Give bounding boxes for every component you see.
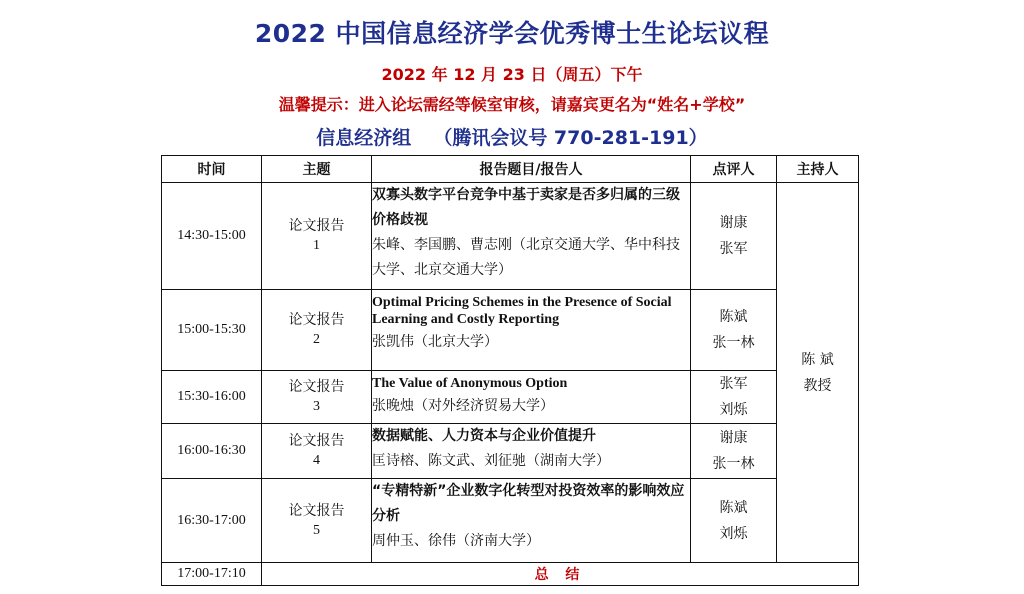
session-topic [262,183,372,290]
session-topic [262,479,372,563]
column-header-topic: 主题 [262,156,372,183]
topic-label: 论文报告 [288,312,345,328]
topic-number: 1 [313,238,320,253]
event-date: 2022 年 12 月 23 日（周五）下午 [381,65,643,84]
reviewer-name: 张军 [719,241,748,257]
paper-cell [372,290,691,371]
paper-title: Optimal Pricing Schemes in the Presence of Social Learning and Costly Reporting [372,295,672,327]
group-heading [0,123,1024,150]
column-header-paper: 报告题目/报告人 [372,156,691,183]
paper-authors: 朱峰、李国鹏、曹志刚（北京交通大学、华中科技大学、北京交通大学） [372,237,680,278]
session-topic [262,290,372,371]
topic-number: 4 [313,453,320,468]
paper-authors: 匡诗榕、陈文武、刘征驰（湖南大学） [372,453,610,469]
session-time: 15:30-16:00 [162,371,262,424]
group-name: 信息经济组 [316,127,412,149]
session-topic [262,424,372,479]
paper-authors: 周仲玉、徐伟（济南大学） [372,533,540,549]
paper-title: 双寡头数字平台竞争中基于卖家是否多归属的三级价格歧视 [372,187,680,228]
column-header-reviewer: 点评人 [691,156,777,183]
closing-row [162,563,859,586]
paper-cell [372,424,691,479]
table-row [162,424,859,479]
reviewers-cell [691,424,777,479]
paper-cell [372,183,691,290]
host-cell [777,183,859,563]
topic-number: 5 [313,522,320,538]
table-row [162,479,859,563]
agenda-table [161,155,859,586]
meeting-id: （腾讯会议号 770-281-191） [433,127,708,149]
paper-title: 数据赋能、人力资本与企业价值提升 [372,428,596,444]
reviewer-name: 谢康 [719,430,748,446]
topic-label: 论文报告 [288,379,345,395]
paper-cell [372,479,691,563]
paper-authors: 张凯伟（北京大学） [372,334,498,350]
reviewer-name: 陈斌 [719,309,748,325]
paper-cell [372,371,691,424]
paper-title: “专精特新”企业数字化转型对投资效率的影响效应分析 [372,483,685,524]
host-name: 陈 斌 [801,351,834,368]
closing-time: 17:00-17:10 [162,563,262,586]
session-time: 16:00-16:30 [162,424,262,479]
topic-label: 论文报告 [288,218,345,234]
page-title: 2022 中国信息经济学会优秀博士生论坛议程 [254,19,770,48]
topic-number: 3 [313,399,320,414]
reviewers-cell [691,183,777,290]
table-row [162,183,859,290]
paper-authors: 张晚烛（对外经济贸易大学） [372,398,554,414]
host-title: 教授 [803,377,832,394]
reviewer-name: 谢康 [719,215,748,231]
topic-number: 2 [313,332,320,347]
topic-label: 论文报告 [288,502,345,519]
reviewer-name: 刘烁 [719,525,748,542]
table-header-row [162,156,859,183]
session-time: 16:30-17:00 [162,479,262,563]
reviewer-name: 陈斌 [719,499,748,516]
notice-text: 温馨提示：进入论坛需经等候室审核，请嘉宾更名为“姓名+学校” [278,95,746,114]
table-row [162,290,859,371]
reviewers-cell [691,290,777,371]
session-topic [262,371,372,424]
session-time: 15:00-15:30 [162,290,262,371]
reviewer-name: 张一林 [712,456,755,472]
session-time: 14:30-15:00 [162,183,262,290]
topic-label: 论文报告 [288,433,345,449]
column-header-time: 时间 [162,156,262,183]
reviewer-name: 刘烁 [719,402,748,418]
reviewers-cell [691,371,777,424]
reviewer-name: 张一林 [712,335,755,351]
closing-label: 总 结 [262,563,859,586]
column-header-host: 主持人 [777,156,859,183]
reviewer-name: 张军 [719,376,748,392]
reviewers-cell [691,479,777,563]
paper-title: The Value of Anonymous Option [372,376,568,391]
table-row [162,371,859,424]
